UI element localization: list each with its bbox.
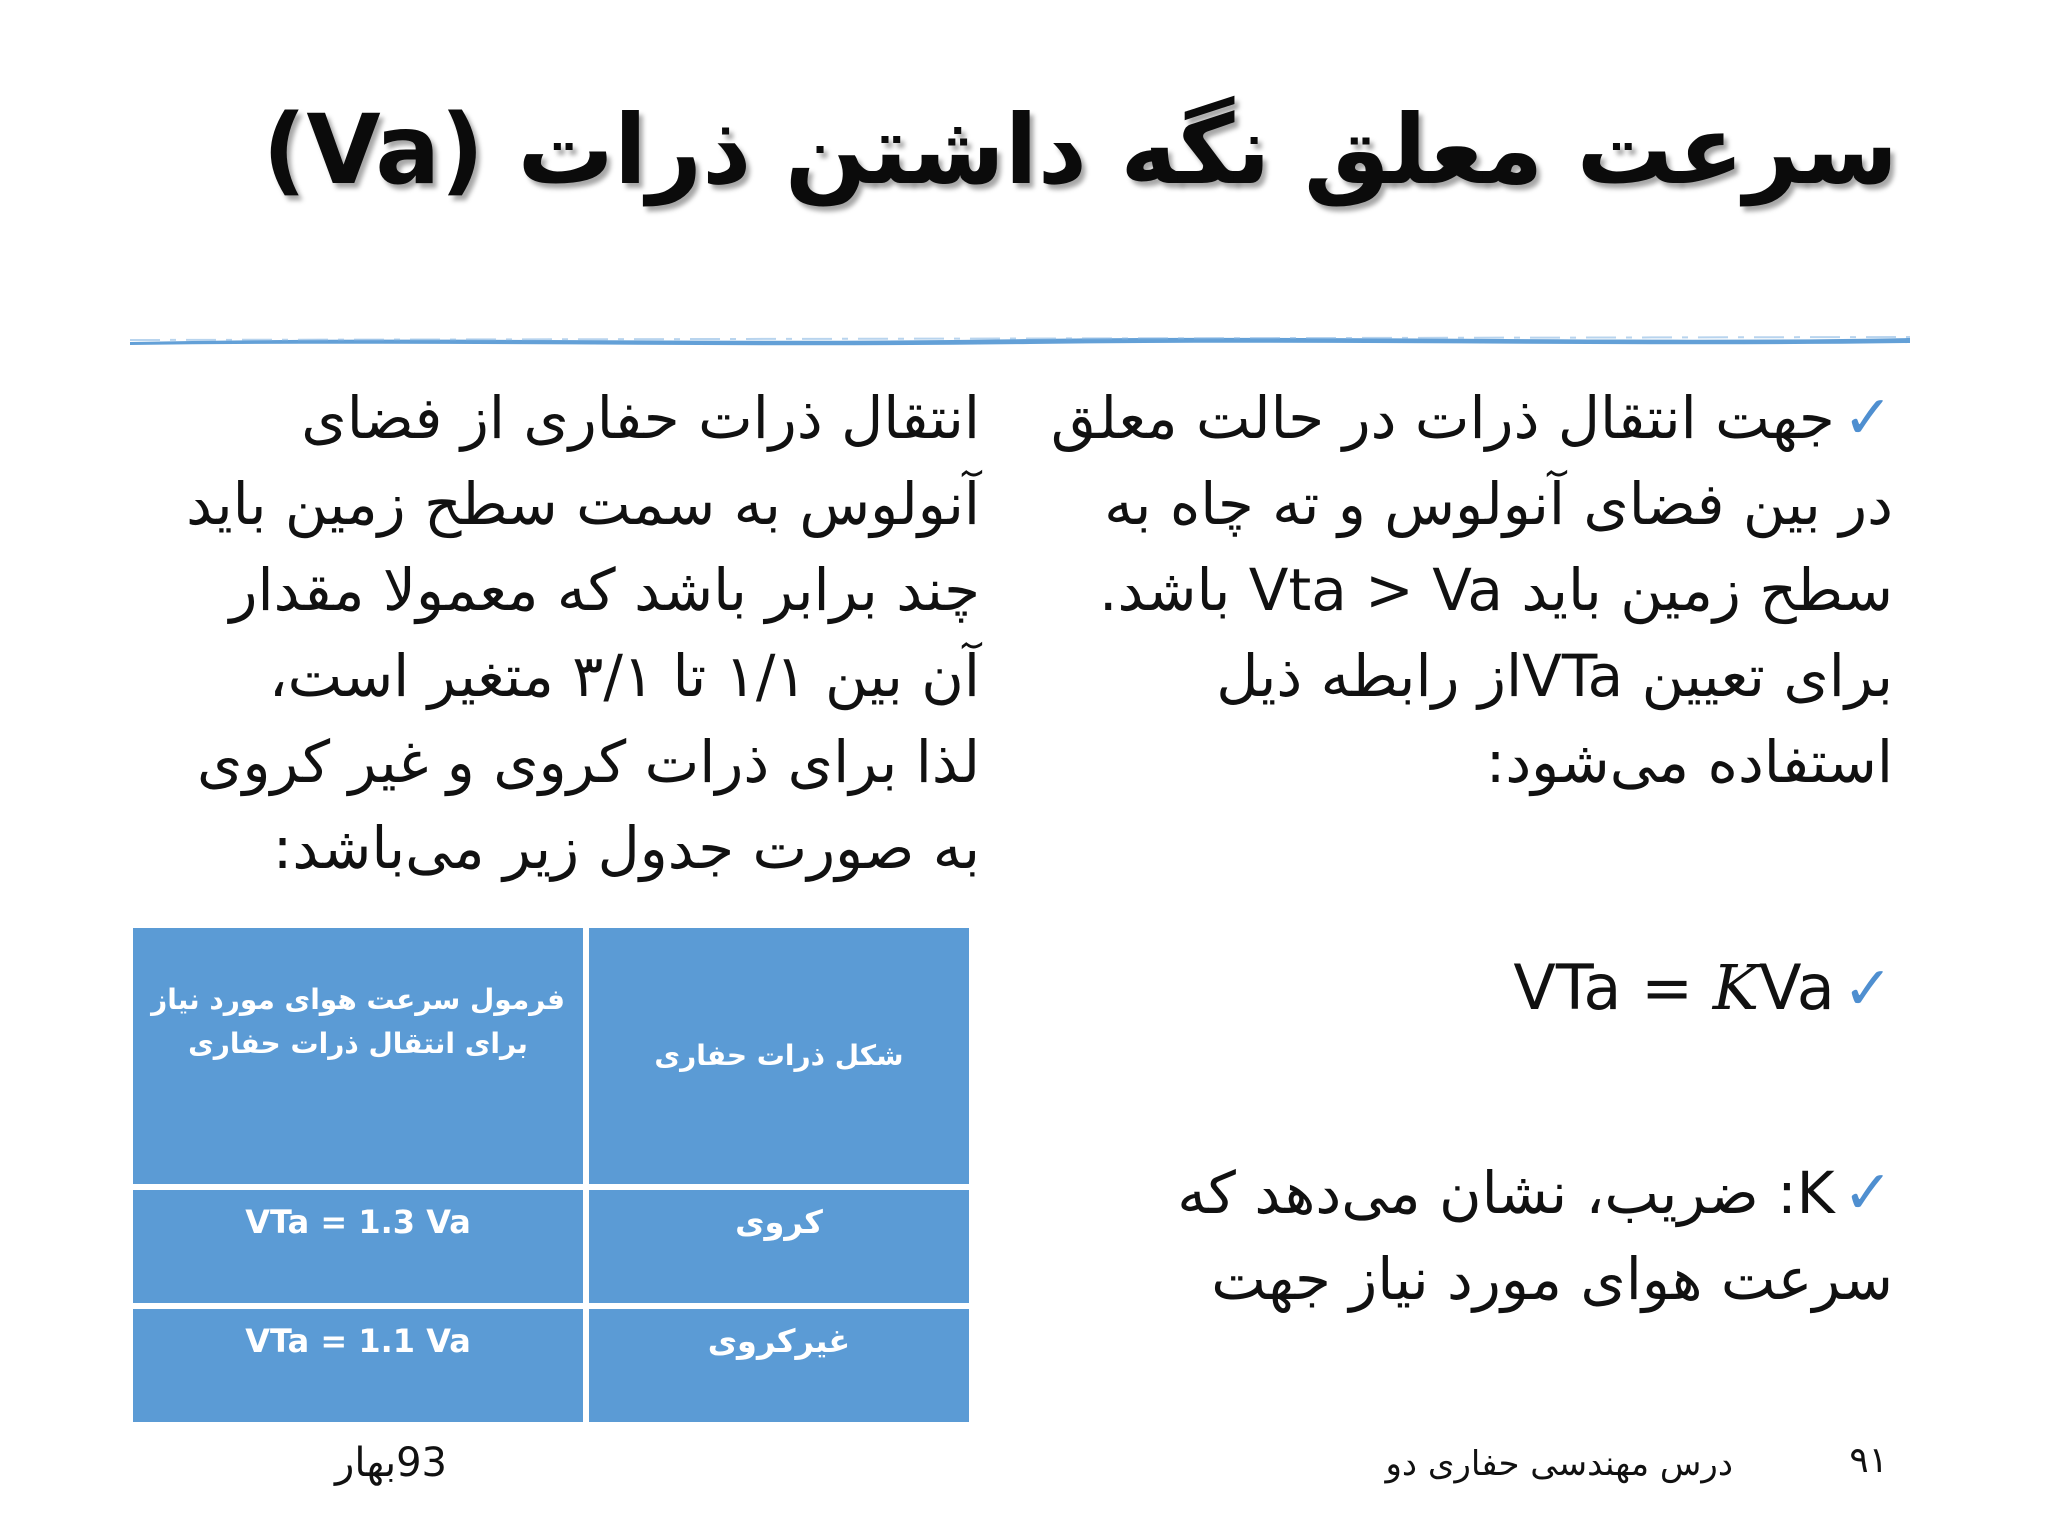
title-divider — [130, 330, 1910, 352]
table-header-shape: شکل ذرات حفاری — [586, 925, 972, 1187]
formula-equals: = — [1621, 951, 1713, 1024]
table-cell-formula — [130, 1306, 586, 1425]
k-definition-line2: سرعت هوای مورد نیاز جهت — [1211, 1245, 1893, 1313]
bullet1-line1: جهت انتقال ذرات در حالت معلق — [1050, 384, 1835, 452]
formula-vta: VTa — [1513, 951, 1622, 1024]
slide-title: سرعت معلق نگه داشتن ذرات (Va) — [262, 94, 1898, 206]
table-header-formula: فرمول سرعت هوای مورد نیاز برای انتقال ذرات حفاری — [130, 925, 586, 1187]
left-text-line: انتقال ذرات حفاری از فضای — [301, 384, 980, 452]
bullet1-line3-suffix: باشد. — [1099, 556, 1249, 624]
left-text-line: لذا برای ذرات کروی و غیر کروی — [197, 728, 980, 796]
formula-k: K — [1712, 951, 1760, 1024]
formula-va: Va — [1759, 951, 1835, 1024]
formula-spherical: VTa = 1.3 Va — [245, 1203, 471, 1242]
bullet1-line2: در بین فضای آنولوس و ته چاه به — [1104, 470, 1893, 538]
formula-vta-kva — [1513, 945, 1834, 1031]
bullet1-line3-prefix: سطح زمین باید — [1502, 556, 1893, 624]
left-text-line: به صورت جدول زیر می‌باشد: — [272, 814, 980, 882]
k-term: K — [1796, 1159, 1835, 1227]
left-text-line: آنولوس به سمت سطح زمین باید — [186, 470, 980, 538]
bullet1-inequality: Vta > Va — [1248, 556, 1503, 624]
footer-course-name: درس مهندسی حفاری دو — [1385, 1444, 1733, 1484]
bullet-formula — [1013, 945, 1893, 1032]
left-text-line: آن بین ۱/۱ تا ۳/۱ متغیر است، — [268, 642, 980, 710]
table-cell-shape: کروی — [586, 1187, 972, 1306]
left-text-line: چند برابر باشد که معمولا مقدار — [229, 556, 980, 624]
footer-date: 93بهار — [335, 1440, 447, 1486]
footer-page-number: ۹۱ — [1849, 1440, 1888, 1481]
right-column — [1013, 375, 1893, 1313]
bullet-velocity-condition — [1013, 375, 1893, 805]
bullet1-vta-term: VTa — [1522, 642, 1624, 710]
checkmark-icon: ✓ — [1842, 1158, 1893, 1228]
table-cell-formula — [130, 1187, 586, 1306]
bullet1-line5: استفاده می‌شود: — [1485, 728, 1893, 796]
particle-velocity-table — [130, 925, 972, 1425]
left-column — [120, 375, 980, 891]
k-definition-line1: : ضریب، نشان می‌دهد که — [1177, 1159, 1797, 1227]
table-cell-shape: غیرکروی — [586, 1306, 972, 1425]
bullet1-line4-suffix: از رابطه ذیل — [1216, 642, 1523, 710]
bullet1-line4-prefix: برای تعیین — [1623, 642, 1893, 710]
formula-nonspherical: VTa = 1.1 Va — [245, 1322, 471, 1361]
bullet1-line4 — [1013, 633, 1893, 719]
checkmark-icon: ✓ — [1842, 383, 1893, 453]
bullet1-line3 — [1013, 547, 1893, 633]
bullet-k-definition — [1013, 1150, 1893, 1322]
checkmark-icon: ✓ — [1842, 954, 1893, 1024]
